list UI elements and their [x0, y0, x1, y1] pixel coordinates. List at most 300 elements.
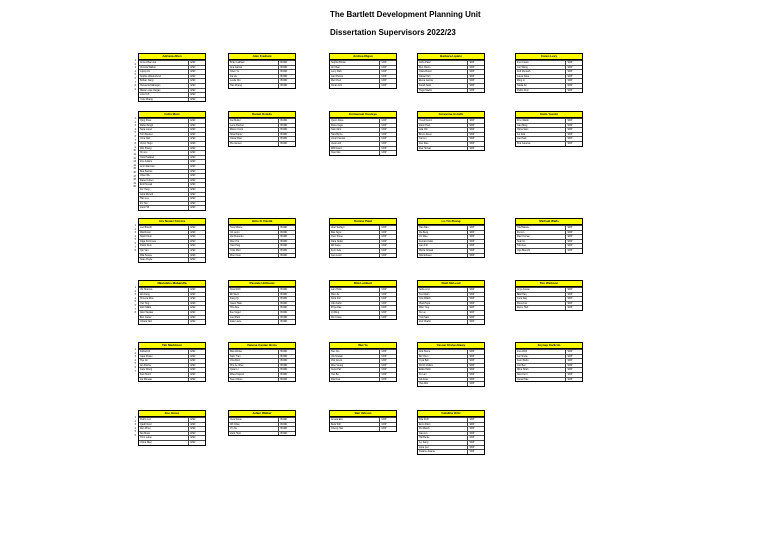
programme-code: UDP — [379, 133, 396, 137]
programme-code: ESD — [188, 165, 205, 169]
supervisor-name: Emmanuel Osuteye — [330, 112, 396, 118]
student-name: Sophia Brown — [331, 61, 346, 64]
student-name: Jae Park — [517, 137, 527, 141]
programme-code: BUDD — [278, 306, 295, 310]
student-row — [229, 132, 295, 137]
student-name: Ivy Song — [419, 440, 429, 444]
supervisor-table — [417, 218, 485, 258]
supervisor-name: Ruth McLeod — [418, 281, 484, 287]
programme-code: BUDD — [278, 231, 295, 235]
student-name: Ola Bakare — [517, 226, 529, 229]
programme-code: BUDD — [278, 137, 295, 141]
student-name: Gao Lin — [419, 431, 428, 435]
student-row — [330, 239, 396, 244]
student-row — [418, 292, 484, 297]
student-row — [139, 292, 205, 297]
student-row — [418, 225, 484, 230]
programme-code: SDP — [565, 84, 582, 88]
student-name: Ula Nowak — [331, 354, 343, 358]
student-row — [418, 315, 484, 320]
student-name: Ines Costa — [517, 61, 529, 64]
student-row — [418, 426, 484, 431]
student-row — [139, 173, 205, 178]
student-name: Oona Hale — [517, 377, 529, 381]
student-name: Pim de Vries — [230, 363, 244, 367]
student-row — [516, 367, 582, 372]
supervisor-table — [417, 410, 485, 455]
supervisor-name: Michael Walls — [516, 219, 582, 225]
student-name: Fang Qi — [230, 297, 239, 301]
student-name: Tara Byrne — [331, 132, 343, 136]
student-row — [516, 230, 582, 235]
programme-code: SDP — [467, 450, 484, 454]
supervisor-name: Le-Yin Zhang — [418, 219, 484, 225]
student-row — [516, 78, 582, 83]
student-row — [418, 243, 484, 248]
student-name: Eva Horvat — [419, 146, 431, 150]
programme-code: ESD — [188, 364, 205, 368]
student-row — [139, 178, 205, 183]
student-name: Jia Liu — [230, 74, 237, 78]
student-name: Maria Luisa Vargas — [140, 88, 161, 92]
student-row — [516, 127, 582, 132]
programme-code: ESD — [188, 249, 205, 253]
student-row — [139, 358, 205, 363]
student-row — [516, 234, 582, 239]
row-numbers: 1 2 3 4 5 6 7 8 9 — [134, 59, 136, 91]
supervisor-name: Julian Walker — [229, 411, 295, 417]
student-name: Kofi Mensah — [517, 70, 531, 74]
student-name: Dana Cohen — [140, 178, 154, 182]
programme-code: UDP — [379, 373, 396, 377]
student-name: Gina Moretti — [140, 192, 154, 196]
student-row — [330, 141, 396, 146]
student-name: Aria Stone — [419, 350, 431, 353]
student-row — [330, 363, 396, 368]
student-row — [516, 377, 582, 382]
student-row — [418, 88, 484, 93]
student-name: Marco Conti — [230, 128, 243, 132]
student-name: Ivo Kral — [517, 132, 526, 136]
student-row — [418, 239, 484, 244]
programme-code: ESD — [188, 432, 205, 436]
programme-code: ESD — [188, 93, 205, 97]
programme-code: ESD — [188, 240, 205, 244]
student-row — [330, 225, 396, 230]
supervisor-name: Daniel Oviedo — [229, 112, 295, 118]
programme-code: ESD — [188, 302, 205, 306]
programme-code: UDP — [379, 378, 396, 382]
student-row — [139, 234, 205, 239]
student-name: Pablo Ruiz — [517, 88, 529, 92]
programme-code: SDP — [565, 235, 582, 239]
row-numbers: 1 2 3 4 5 6 — [134, 416, 136, 437]
programme-code: SDP — [467, 432, 484, 436]
programme-code: UDP — [379, 316, 396, 320]
programme-code: UDP — [379, 240, 396, 244]
student-name: Mia Rossi — [140, 230, 151, 234]
student-row — [330, 118, 396, 123]
student-row — [229, 377, 295, 382]
programme-code: UDP — [379, 302, 396, 306]
student-row — [330, 150, 396, 155]
student-row — [139, 74, 205, 79]
student-row — [139, 243, 205, 248]
student-row — [139, 319, 205, 324]
programme-code: UDP — [379, 79, 396, 83]
student-name: Rosa Vega — [331, 123, 343, 127]
student-name: Bo Chen — [419, 354, 429, 358]
programme-code: ESD — [188, 311, 205, 315]
student-row — [229, 230, 295, 235]
student-row — [418, 78, 484, 83]
programme-code: BUDD — [278, 254, 295, 258]
programme-code: ESD — [188, 244, 205, 248]
student-name: Val Petrenko — [230, 235, 244, 239]
programme-code: BUDD — [278, 124, 295, 128]
programme-code: ESD — [188, 288, 205, 292]
programme-code: SDP — [467, 320, 484, 324]
student-row — [330, 287, 396, 292]
programme-code: ESD — [188, 183, 205, 187]
student-row — [229, 239, 295, 244]
programme-code: SDP — [565, 288, 582, 292]
student-name: Bruno Alves — [419, 132, 432, 136]
student-name: Ravi Kumar — [517, 235, 530, 239]
student-name: Will Grant — [331, 146, 342, 150]
student-row — [139, 248, 205, 253]
programme-code: BUDD — [278, 293, 295, 297]
programme-code: SDP — [467, 226, 484, 230]
student-name: Fu Lan — [419, 372, 427, 376]
student-row — [139, 296, 205, 301]
student-row — [139, 435, 205, 440]
programme-code: UDP — [379, 244, 396, 248]
student-row — [418, 319, 484, 324]
student-name: Anya Kovac — [517, 288, 530, 291]
programme-code: SDP — [565, 137, 582, 141]
student-name: Yin Xu — [230, 427, 237, 431]
student-name: Nadia Ali — [517, 83, 527, 87]
student-name: Rhea Kapoor — [230, 372, 245, 376]
supervisor-name: Pascale Hofmann — [229, 281, 295, 287]
programme-code: UDP — [379, 254, 396, 258]
student-row — [139, 150, 205, 155]
programme-code: UDP — [379, 368, 396, 372]
student-row — [418, 349, 484, 354]
programme-code: ESD — [188, 61, 205, 65]
programme-code: ESD — [188, 174, 205, 178]
programme-code: BUDD — [278, 311, 295, 315]
student-row — [229, 358, 295, 363]
student-name: Zita Kiss — [331, 377, 341, 381]
student-name: Dara Nolan — [331, 239, 344, 243]
programme-code: ESD — [188, 226, 205, 230]
student-name: Sara Lopez — [140, 128, 153, 132]
student-name: Ian Roche — [140, 363, 151, 367]
student-row — [139, 310, 205, 315]
student-name: Finn Walsh — [517, 119, 529, 122]
programme-code: SDP — [467, 89, 484, 93]
programme-code: BUDD — [278, 70, 295, 74]
programme-code: SDP — [565, 226, 582, 230]
programme-code: ESD — [188, 179, 205, 183]
programme-code: UDP — [379, 293, 396, 297]
student-name: Kate Lowe — [230, 320, 242, 324]
programme-code: ESD — [188, 423, 205, 427]
student-name: Quinn Ross — [331, 119, 344, 122]
student-name: Bao Ngoc — [331, 230, 342, 234]
student-name: Tobi Ayo — [517, 244, 526, 248]
student-name: Lina Yeh — [140, 93, 150, 97]
student-row — [418, 136, 484, 141]
student-row — [516, 88, 582, 93]
student-name: Umar Farouk — [331, 137, 345, 141]
student-row — [229, 118, 295, 123]
student-name: Joel Park — [230, 315, 240, 319]
programme-code: ESD — [188, 378, 205, 382]
student-name: Qiu Yan — [140, 248, 149, 252]
programme-code: UDP — [379, 311, 396, 315]
programme-code: UDP — [379, 142, 396, 146]
student-name: Omar Aziz — [331, 83, 343, 87]
student-name: Jack Hill — [140, 206, 149, 210]
supervisor-name: Zeynep Kivilcim — [516, 343, 582, 349]
student-row — [139, 422, 205, 427]
supervisor-name: Kamna Patel — [330, 219, 396, 225]
programme-code: ESD — [188, 70, 205, 74]
student-row — [139, 230, 205, 235]
programme-code: SDP — [467, 436, 484, 440]
student-name: Wen Hui — [230, 239, 240, 243]
student-name: Gaia Russo — [140, 354, 153, 358]
programme-code: SDP — [467, 124, 484, 128]
programme-code: SDP — [467, 79, 484, 83]
student-row — [516, 354, 582, 359]
student-row — [418, 367, 484, 372]
student-name: Elif Kaya — [331, 244, 341, 248]
supervisor-table — [329, 342, 397, 382]
programme-code: ESD — [188, 306, 205, 310]
student-name: Xavi Puig — [230, 244, 241, 248]
student-name: Vera Lind — [331, 141, 342, 145]
student-row — [139, 417, 205, 422]
student-row — [516, 358, 582, 363]
student-name: Yufei Zhang — [140, 97, 153, 101]
programme-code: BUDD — [278, 359, 295, 363]
programme-code: SDP — [467, 368, 484, 372]
student-name: Max Weber — [230, 350, 243, 353]
programme-code: ESD — [188, 258, 205, 262]
supervisor-table — [329, 53, 397, 89]
student-name: Tom Becker — [140, 132, 153, 136]
student-name: Bela Toth — [331, 422, 341, 426]
programme-code: SDP — [565, 79, 582, 83]
student-name: Qi Ming — [331, 310, 340, 314]
student-name: Bea Santos — [140, 169, 153, 173]
student-row — [229, 234, 295, 239]
student-row — [330, 349, 396, 354]
student-name: Bohan Jiang — [140, 79, 154, 83]
student-row — [229, 431, 295, 436]
programme-code: BUDD — [278, 427, 295, 431]
student-name: Jon Snow — [517, 354, 528, 358]
student-name: Elena Garcia — [419, 79, 433, 83]
student-name: Vito Greco — [331, 359, 343, 363]
student-row — [418, 372, 484, 377]
programme-code: SDP — [467, 137, 484, 141]
programme-code: SDP — [565, 302, 582, 306]
student-row — [418, 435, 484, 440]
supervisor-table — [138, 280, 206, 325]
student-name: Zed Okafor — [419, 320, 431, 324]
student-row — [330, 253, 396, 258]
student-row — [516, 287, 582, 292]
student-name: Leslie Wu — [230, 79, 241, 83]
student-name: Iris Tan — [140, 201, 148, 205]
programme-code: SDP — [467, 231, 484, 235]
student-row — [516, 83, 582, 88]
student-name: Hao Ran — [419, 226, 429, 229]
student-row — [516, 136, 582, 141]
programme-code: UDP — [379, 137, 396, 141]
student-name: Ana Garcia — [230, 65, 242, 69]
student-name: Ali Khan — [331, 65, 340, 69]
programme-code: BUDD — [278, 364, 295, 368]
student-name: Mina Shah — [517, 368, 529, 372]
programme-code: BUDD — [278, 226, 295, 230]
student-name: Tess Moore — [230, 226, 243, 229]
student-name: Hal Burke — [419, 436, 430, 440]
student-name: Kira Ivanova — [517, 141, 531, 145]
student-row — [330, 230, 396, 235]
student-row — [330, 422, 396, 427]
programme-code: UDP — [379, 306, 396, 310]
programme-code: ESD — [188, 359, 205, 363]
programme-code: BUDD — [278, 418, 295, 422]
programme-code: SDP — [565, 244, 582, 248]
student-row — [516, 60, 582, 65]
student-name: Xena Paz — [331, 368, 342, 372]
student-row — [139, 118, 205, 123]
student-name: Aiko Tanaka — [140, 310, 153, 314]
student-row — [139, 187, 205, 192]
programme-code: SDP — [565, 75, 582, 79]
supervisor-name: Tim Maddison — [139, 343, 205, 349]
supervisor-name: Colin Marx — [139, 112, 205, 118]
student-row — [418, 296, 484, 301]
programme-code: SDP — [467, 382, 484, 386]
programme-code: SDP — [467, 133, 484, 137]
student-row — [229, 363, 295, 368]
student-row — [516, 296, 582, 301]
supervisor-table — [138, 410, 206, 446]
student-row — [229, 141, 295, 146]
student-row — [330, 296, 396, 301]
programme-code: SDP — [467, 142, 484, 146]
supervisor-name: Wei Ye — [330, 343, 396, 349]
programme-code: SDP — [467, 297, 484, 301]
student-name: Gao Ming — [517, 123, 528, 127]
supervisor-name: Adriana Allen — [139, 54, 205, 60]
student-name: Paulo Reis — [140, 244, 152, 248]
student-row — [418, 127, 484, 132]
student-row — [418, 310, 484, 315]
programme-code: ESD — [188, 66, 205, 70]
student-name: Gwen Hale — [230, 301, 242, 305]
programme-code: BUDD — [278, 244, 295, 248]
student-row — [418, 445, 484, 450]
programme-code: UDP — [379, 151, 396, 155]
programme-code: BUDD — [278, 119, 295, 123]
programme-code: ESD — [188, 441, 205, 445]
programme-code: SDP — [565, 61, 582, 65]
programme-code: ESD — [188, 373, 205, 377]
student-row — [418, 230, 484, 235]
supervisor-table — [228, 280, 296, 325]
student-row — [516, 65, 582, 70]
student-name: Sophie Weidenlund — [140, 74, 161, 78]
student-name: Qing Zhao — [140, 119, 152, 122]
programme-code: SDP — [467, 293, 484, 297]
student-name: Vik Sharma — [140, 288, 153, 291]
programme-code: SDP — [565, 240, 582, 244]
programme-code: ESD — [188, 254, 205, 258]
student-name: Lena Fischer — [230, 123, 244, 127]
student-row — [139, 159, 205, 164]
student-name: Enzo Ricci — [419, 422, 431, 426]
student-name: Vlad Popa — [419, 301, 431, 305]
programme-code: UDP — [379, 119, 396, 123]
programme-code: ESD — [188, 151, 205, 155]
student-name: Timo Laine — [140, 436, 152, 440]
student-row — [139, 65, 205, 70]
student-row — [330, 65, 396, 70]
programme-code: UDP — [379, 231, 396, 235]
student-name: Yusuf Demir — [419, 119, 433, 122]
student-row — [229, 426, 295, 431]
student-name: Gil Amar — [419, 377, 429, 381]
programme-code: SDP — [467, 378, 484, 382]
student-name: Hye Jin — [140, 359, 148, 363]
student-name: Dmitri Volkov — [419, 363, 433, 367]
programme-code: ESD — [188, 156, 205, 160]
student-row — [418, 118, 484, 123]
student-row — [330, 310, 396, 315]
programme-code: SDP — [565, 249, 582, 253]
student-row — [229, 372, 295, 377]
student-row — [229, 417, 295, 422]
student-row — [418, 141, 484, 146]
programme-code: ESD — [188, 206, 205, 210]
programme-code: BUDD — [278, 79, 295, 83]
student-row — [330, 248, 396, 253]
student-row — [418, 60, 484, 65]
programme-code: SDP — [467, 70, 484, 74]
student-row — [330, 234, 396, 239]
programme-code: BUDD — [278, 133, 295, 137]
student-row — [229, 83, 295, 88]
student-name: Lan Anh — [419, 244, 428, 248]
programme-code: BUDD — [278, 128, 295, 132]
supervisor-table — [138, 111, 206, 211]
student-name: Kemal Arslan — [419, 239, 434, 243]
supervisor-table — [228, 53, 296, 89]
student-row — [139, 257, 205, 262]
student-name: Ada Obi — [419, 128, 428, 132]
programme-code: UDP — [379, 418, 396, 422]
programme-code: SDP — [467, 446, 484, 450]
